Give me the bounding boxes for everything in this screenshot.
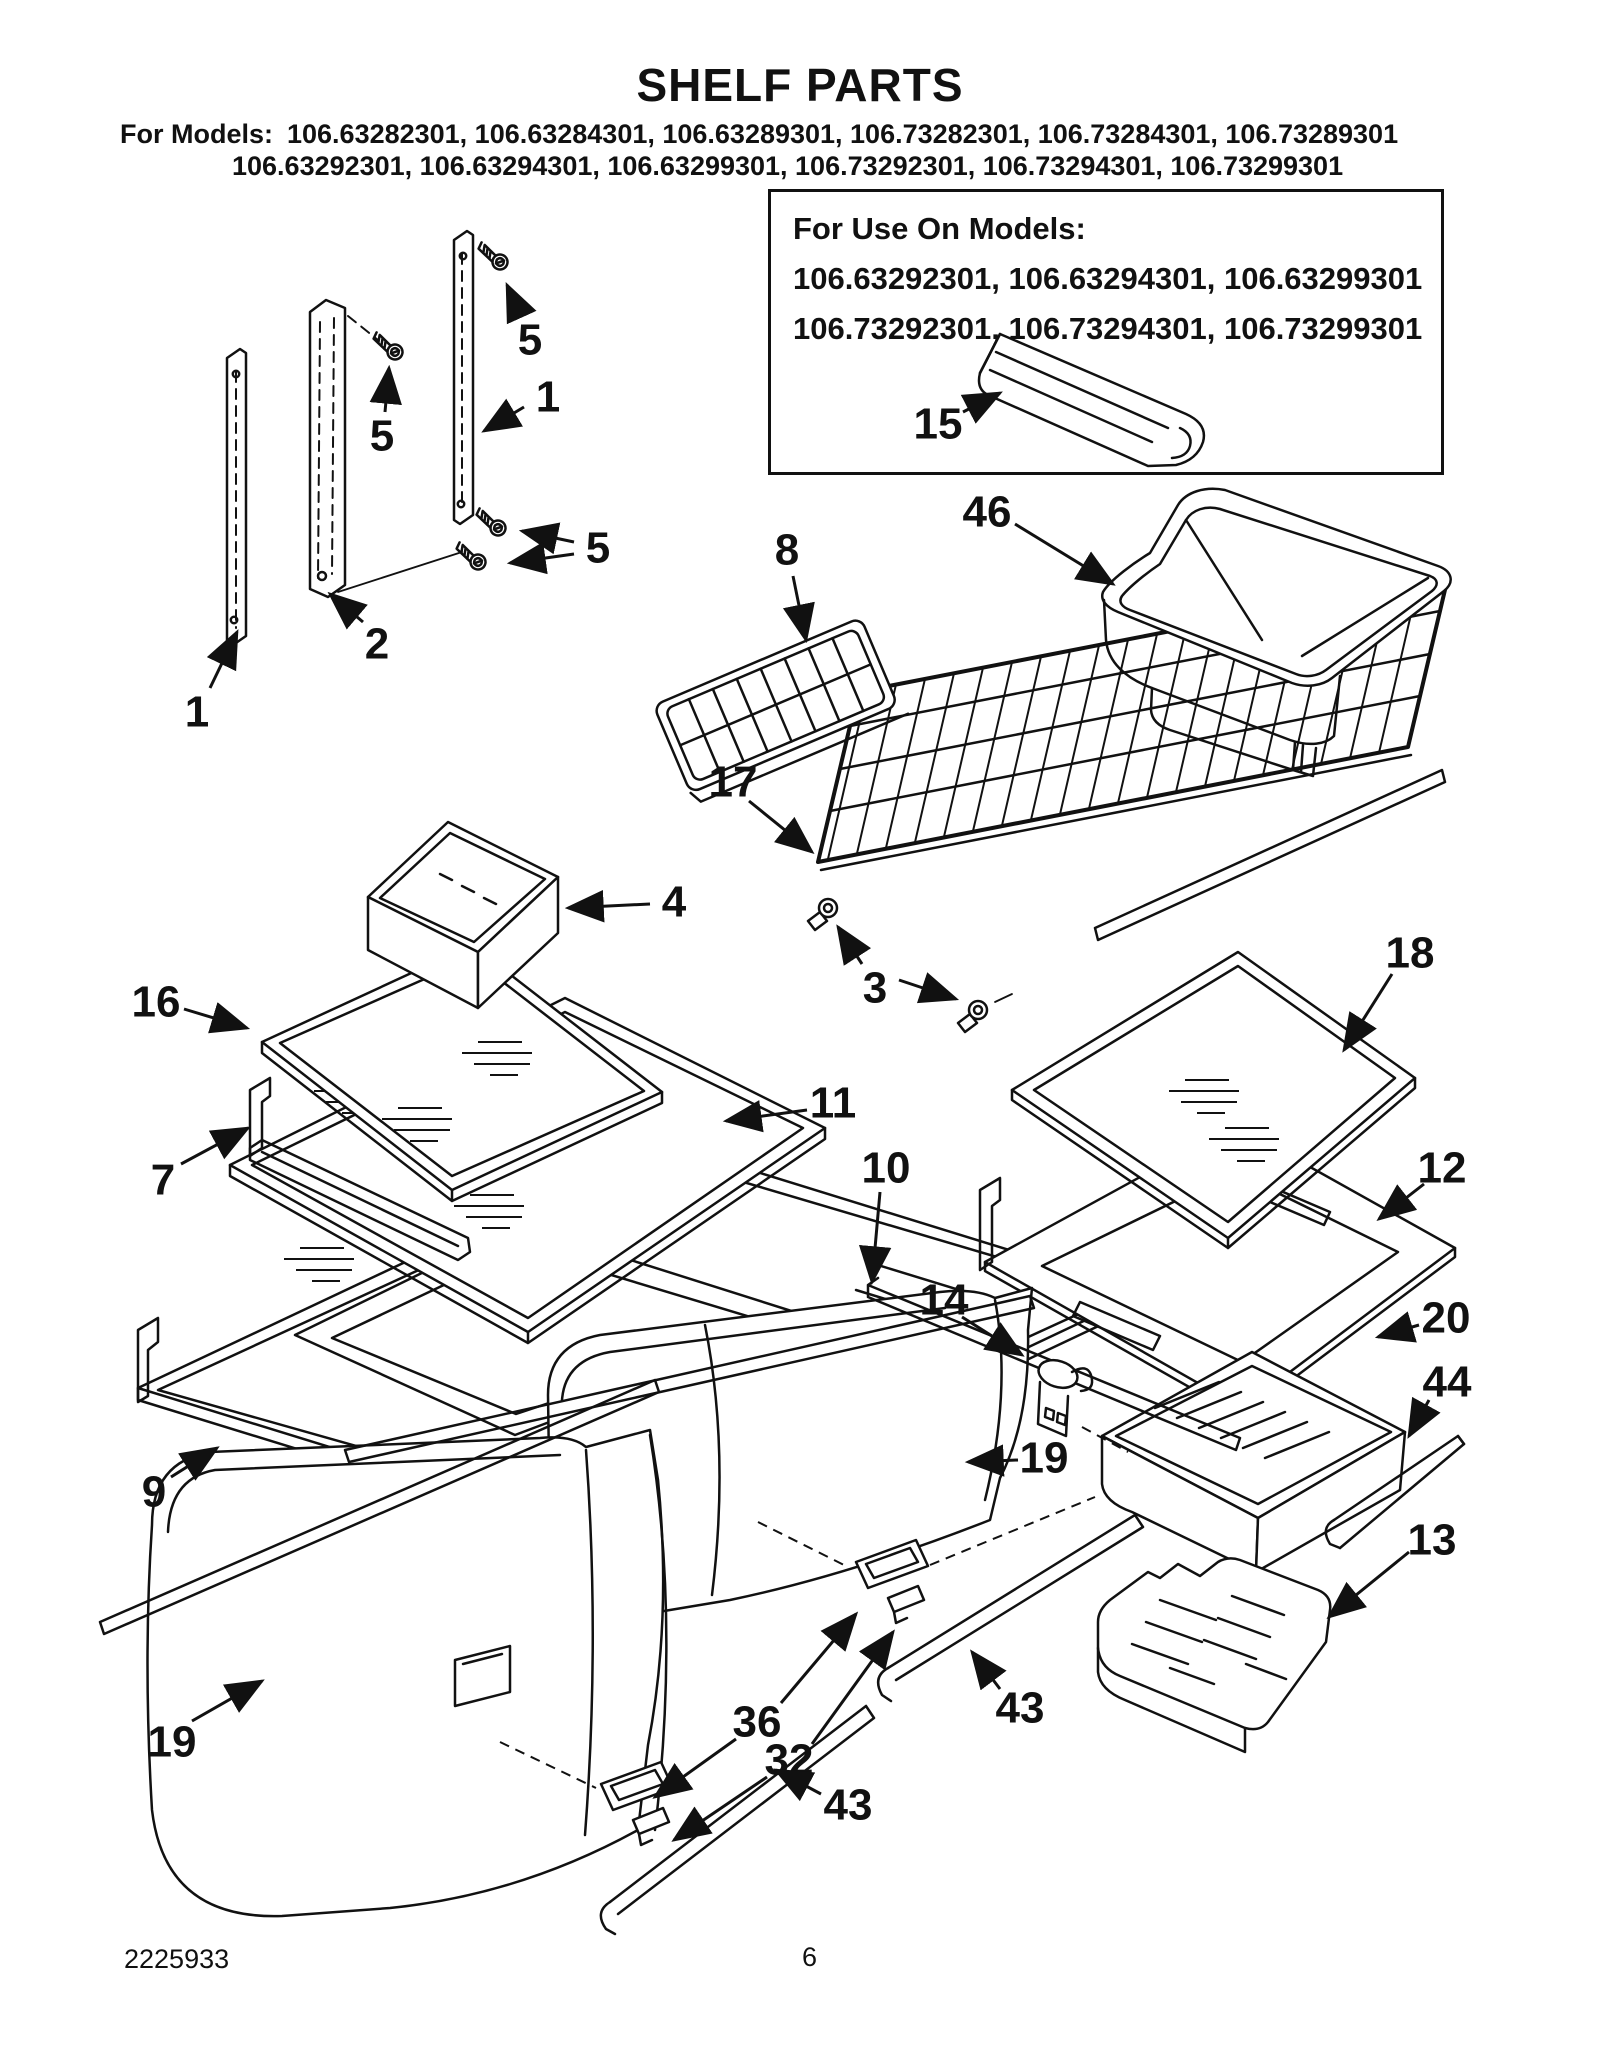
callout-arrow-p3: [838, 927, 862, 964]
part-3-stud-left: [808, 899, 837, 930]
inset-line-2: 106.73292301, 106.73294301, 106.73299301: [793, 311, 1423, 346]
part-5-screw-top: [474, 242, 511, 272]
callout-arrow-p4: [568, 904, 650, 908]
models-line-1: For Models: 106.63282301, 106.63284301, 106.63289301, 106.73282301, 106.73284301, 106.73289301: [120, 119, 1399, 149]
callout-p1-right: 1: [535, 372, 561, 422]
part-5-screw-bottom-b: [452, 542, 489, 572]
callout-arrow-p32: [812, 1632, 893, 1744]
callout-arrow-p7: [181, 1128, 248, 1164]
callout-p3: 3: [862, 963, 888, 1013]
part-20-drawer: [1102, 1352, 1405, 1572]
callout-arrow-p36: [781, 1614, 856, 1703]
callout-arrow-p5-top: [507, 285, 521, 316]
callout-arrow-p16: [184, 1009, 247, 1028]
document-number: 2225933: [124, 1944, 230, 1974]
callout-p19-right: 19: [1019, 1433, 1069, 1483]
part-32-clip-right: [888, 1586, 924, 1623]
callout-arrow-p5-bottom-1: [510, 554, 574, 563]
callout-p43-right: 43: [995, 1683, 1045, 1733]
part-13-cover: [1098, 1558, 1330, 1752]
callout-arrow-p18: [1344, 974, 1392, 1050]
callout-arrow-p46: [1015, 524, 1113, 584]
callout-arrow-p1-right: [484, 407, 524, 431]
callout-arrow-p3-1: [899, 980, 956, 999]
callout-arrow-p2: [330, 594, 363, 622]
callout-p19-left: 19: [147, 1717, 197, 1767]
callout-p44: 44: [1422, 1357, 1472, 1407]
for-use-on-models-box: [768, 189, 1444, 475]
callout-p9: 9: [141, 1467, 167, 1517]
callout-p2: 2: [364, 619, 390, 669]
callout-arrow-p8: [793, 576, 806, 640]
callout-p5-top: 5: [517, 315, 543, 365]
callout-p13: 13: [1407, 1515, 1457, 1565]
callout-arrow-p36-1: [655, 1739, 736, 1797]
callout-arrow-p1-left: [210, 632, 237, 688]
callout-arrow-p17: [749, 801, 812, 852]
callout-p36: 36: [732, 1697, 782, 1747]
callout-p1-left: 1: [184, 687, 210, 737]
callout-p5-mid: 5: [369, 411, 395, 461]
models-label: For Models:: [120, 119, 273, 149]
callout-p32: 32: [764, 1735, 814, 1785]
callout-p15: 15: [913, 399, 963, 449]
part-5-screw-mid: [369, 332, 406, 362]
callout-arrow-p19-right: [968, 1460, 1018, 1462]
callout-p16: 16: [131, 977, 181, 1027]
models-line-2: 106.63292301, 106.63294301, 106.63299301, 106.73292301, 106.73294301, 106.73299301: [232, 151, 1344, 181]
callout-arrow-p5-mid: [385, 368, 389, 412]
part-3-stud-right: [958, 994, 1012, 1032]
callout-p5-bottom: 5: [585, 523, 611, 573]
callout-p12: 12: [1417, 1143, 1467, 1193]
callout-arrow-p5-bottom: [522, 531, 574, 542]
callout-p17: 17: [708, 757, 758, 807]
page-title: SHELF PARTS: [636, 59, 964, 111]
callout-p43-bottom: 43: [823, 1780, 873, 1830]
callout-p46: 46: [962, 487, 1012, 537]
callout-p11: 11: [809, 1078, 857, 1128]
callout-arrow-p32-1: [674, 1777, 767, 1840]
models-list: [120, 118, 1398, 182]
callout-p7: 7: [150, 1155, 176, 1205]
part-5-screw-bottom-a: [472, 508, 509, 538]
inset-line-1: 106.63292301, 106.63294301, 106.63299301: [793, 261, 1423, 296]
callout-p18: 18: [1385, 928, 1435, 978]
page-number: 6: [802, 1942, 818, 1972]
callout-p20: 20: [1421, 1293, 1471, 1343]
callout-p8: 8: [774, 525, 800, 575]
part-1-rail-right: [338, 231, 473, 592]
callout-arrow-p13: [1329, 1552, 1409, 1617]
callout-arrow-p20: [1378, 1325, 1419, 1337]
part-14-clip: [1035, 1355, 1092, 1436]
part-1-rail-left: [227, 349, 246, 645]
callout-p4: 4: [661, 877, 687, 927]
callout-p10: 10: [861, 1143, 911, 1193]
part-2-rail-center: [310, 300, 378, 597]
callout-p14: 14: [919, 1275, 969, 1325]
inset-heading: For Use On Models:: [793, 211, 1086, 246]
